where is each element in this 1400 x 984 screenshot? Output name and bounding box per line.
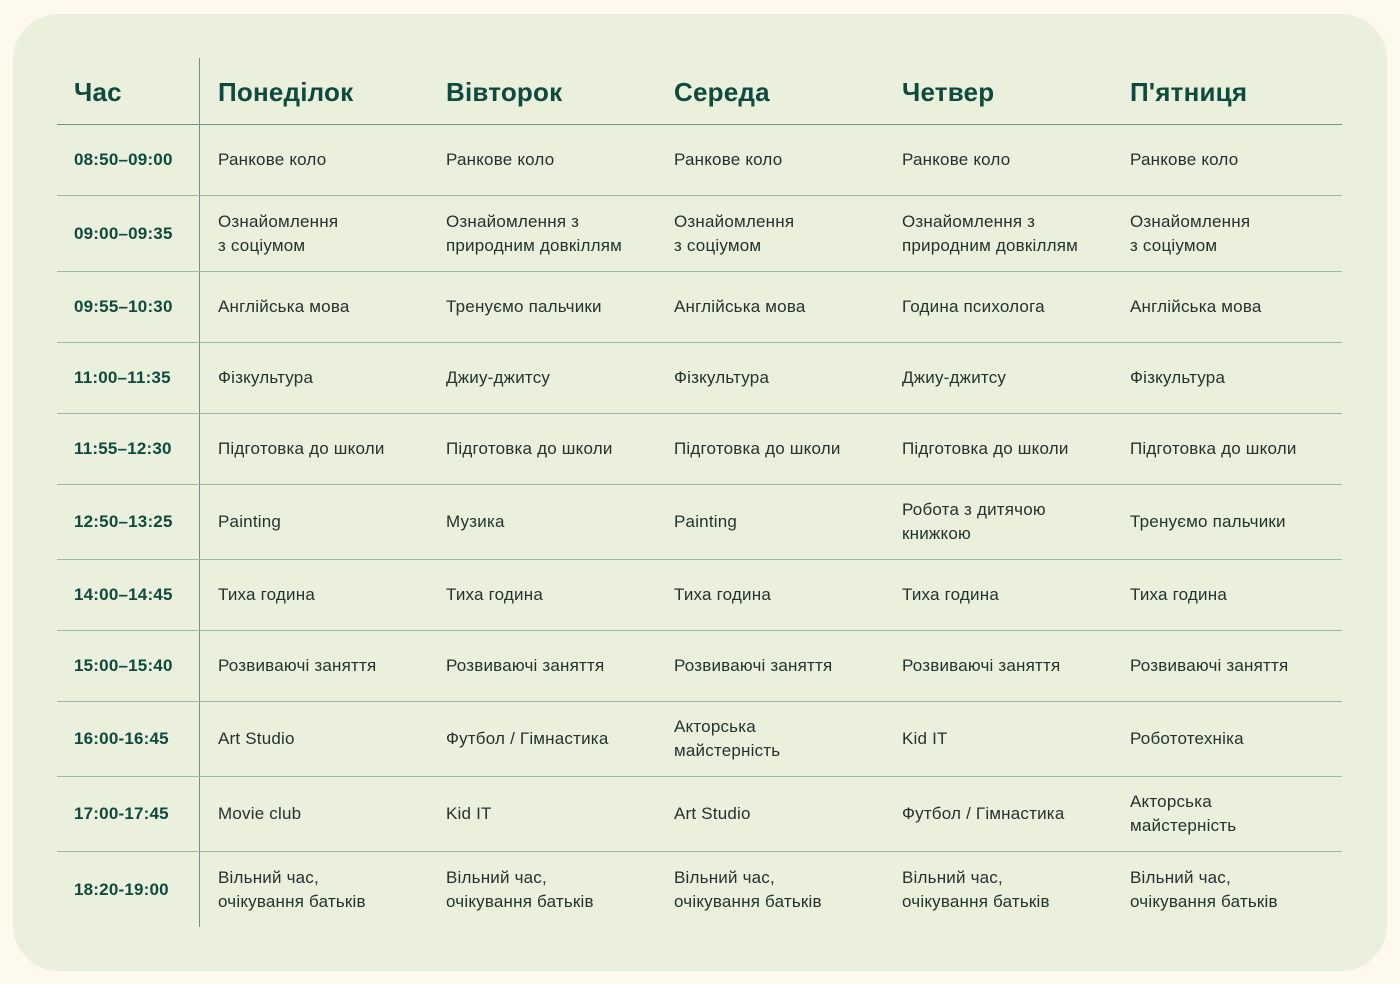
- time-cell: 17:00-17:45: [57, 777, 200, 851]
- activity-cell-thursday: Робота з дитячою книжкою: [902, 500, 1046, 543]
- table-row: [57, 631, 1342, 702]
- activity-cell-wednesday: Фізкультура: [674, 368, 770, 387]
- table-row: [57, 414, 1342, 485]
- activity-cell-thursday: Година психолога: [902, 297, 1045, 316]
- activity-cell-tuesday: Ознайомлення з природним довкіллям: [446, 211, 623, 255]
- time-cell: 18:20-19:00: [57, 852, 200, 927]
- activity-cell-wednesday: Ознайомлення з соціумом: [674, 211, 795, 255]
- schedule-table: [57, 58, 1342, 927]
- activity-cell-tuesday: Футбол / Гімнастика: [446, 729, 609, 748]
- table-row: [57, 777, 1342, 852]
- activity-cell-thursday: Kid IT: [902, 729, 948, 748]
- activity-cell-friday: Фізкультура: [1130, 368, 1226, 387]
- activity-cell-tuesday: Підготовка до школи: [446, 439, 613, 458]
- table-body: [57, 125, 1342, 927]
- header-time: Час: [57, 58, 200, 124]
- header-row: [57, 58, 1342, 125]
- activity-cell-friday: Акторська майстерність: [1130, 792, 1237, 835]
- time-cell: 09:00–09:35: [57, 196, 200, 271]
- table-row: [57, 125, 1342, 196]
- activity-cell-tuesday: Розвиваючі заняття: [446, 656, 605, 675]
- time-cell: 11:55–12:30: [57, 414, 200, 484]
- time-cell: 11:00–11:35: [57, 343, 200, 413]
- activity-cell-monday: Ознайомлення з соціумом: [218, 211, 339, 255]
- activity-cell-monday: Фізкультура: [218, 368, 314, 387]
- activity-cell-tuesday: Музика: [446, 512, 505, 531]
- activity-cell-thursday: Ранкове коло: [902, 150, 1011, 169]
- header-wednesday: Середа: [674, 77, 770, 107]
- header-friday: П'ятниця: [1130, 77, 1248, 107]
- activity-cell-tuesday: Джиу-джитсу: [446, 368, 551, 387]
- activity-cell-tuesday: Тиха година: [446, 585, 543, 604]
- activity-cell-wednesday: Ранкове коло: [674, 150, 783, 169]
- activity-cell-friday: Підготовка до школи: [1130, 439, 1297, 458]
- activity-cell-thursday: Джиу-джитсу: [902, 368, 1007, 387]
- table-row: [57, 485, 1342, 560]
- activity-cell-wednesday: Art Studio: [674, 804, 751, 823]
- activity-cell-monday: Art Studio: [218, 729, 295, 748]
- header-monday: Понеділок: [218, 77, 354, 107]
- activity-cell-friday: Ранкове коло: [1130, 150, 1239, 169]
- table-row: [57, 852, 1342, 927]
- activity-cell-wednesday: Англійська мова: [674, 297, 806, 316]
- header-tuesday: Вівторок: [446, 77, 563, 107]
- activity-cell-monday: Ранкове коло: [218, 150, 327, 169]
- activity-cell-thursday: Тиха година: [902, 585, 999, 604]
- activity-cell-thursday: Розвиваючі заняття: [902, 656, 1061, 675]
- activity-cell-thursday: Ознайомлення з природним довкіллям: [902, 211, 1079, 255]
- activity-cell-tuesday: Вільний час, очікування батьків: [446, 867, 594, 911]
- activity-cell-wednesday: Підготовка до школи: [674, 439, 841, 458]
- activity-cell-friday: Ознайомлення з соціумом: [1130, 211, 1251, 255]
- activity-cell-monday: Painting: [218, 512, 282, 531]
- activity-cell-wednesday: Акторська майстерність: [674, 717, 781, 760]
- activity-cell-tuesday: Тренуємо пальчики: [446, 297, 602, 316]
- time-cell: 12:50–13:25: [57, 485, 200, 559]
- activity-cell-wednesday: Вільний час, очікування батьків: [674, 867, 822, 911]
- activity-cell-friday: Вільний час, очікування батьків: [1130, 867, 1278, 911]
- activity-cell-friday: Тиха година: [1130, 585, 1227, 604]
- activity-cell-wednesday: Painting: [674, 512, 738, 531]
- activity-cell-friday: Робототехніка: [1130, 729, 1244, 748]
- activity-cell-thursday: Футбол / Гімнастика: [902, 804, 1065, 823]
- activity-cell-friday: Тренуємо пальчики: [1130, 512, 1286, 531]
- time-cell: 16:00-16:45: [57, 702, 200, 776]
- activity-cell-thursday: Підготовка до школи: [902, 439, 1069, 458]
- activity-cell-thursday: Вільний час, очікування батьків: [902, 867, 1050, 911]
- time-cell: 08:50–09:00: [57, 125, 200, 195]
- header-thursday: Четвер: [902, 77, 995, 107]
- activity-cell-monday: Вільний час, очікування батьків: [218, 867, 366, 911]
- activity-cell-monday: Підготовка до школи: [218, 439, 385, 458]
- activity-cell-friday: Розвиваючі заняття: [1130, 656, 1289, 675]
- activity-cell-monday: Розвиваючі заняття: [218, 656, 377, 675]
- table-row: [57, 702, 1342, 777]
- activity-cell-monday: Movie club: [218, 804, 302, 823]
- time-cell: 14:00–14:45: [57, 560, 200, 630]
- activity-cell-friday: Англійська мова: [1130, 297, 1262, 316]
- time-cell: 09:55–10:30: [57, 272, 200, 342]
- activity-cell-tuesday: Ранкове коло: [446, 150, 555, 169]
- activity-cell-wednesday: Розвиваючі заняття: [674, 656, 833, 675]
- table-row: [57, 560, 1342, 631]
- activity-cell-monday: Тиха година: [218, 585, 315, 604]
- activity-cell-wednesday: Тиха година: [674, 585, 771, 604]
- activity-cell-tuesday: Kid IT: [446, 804, 492, 823]
- time-cell: 15:00–15:40: [57, 631, 200, 701]
- table-row: [57, 196, 1342, 272]
- table-row: [57, 343, 1342, 414]
- table-row: [57, 272, 1342, 343]
- activity-cell-monday: Англійська мова: [218, 297, 350, 316]
